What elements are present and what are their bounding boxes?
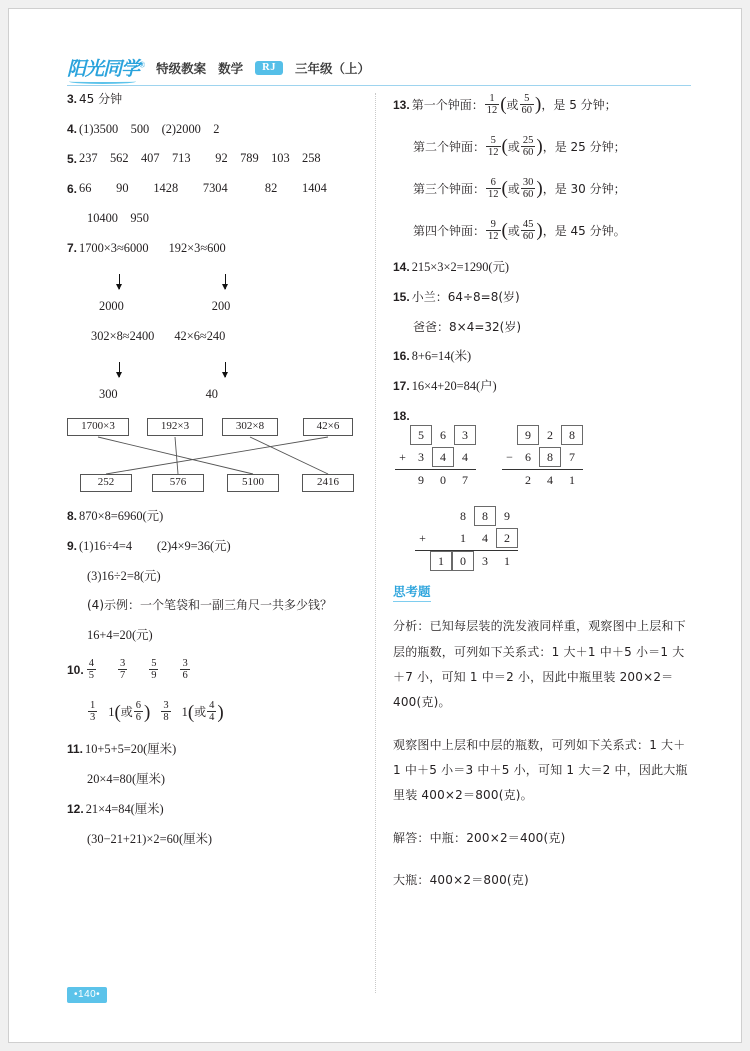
paren-close: ): [536, 220, 543, 242]
answer-item-12: [67, 803, 367, 815]
answer-item-11: [67, 743, 367, 755]
answer-item-4: [67, 123, 367, 135]
answer-item-7-result-2: [67, 388, 367, 400]
item-number: 16.: [393, 349, 410, 364]
boxed-digit: 4: [432, 447, 454, 467]
paren-close: ): [144, 701, 151, 723]
alt-label: 或: [120, 705, 133, 720]
vertical-row: [502, 469, 583, 491]
item-number: 3.: [67, 92, 78, 106]
digit: 2: [525, 473, 531, 488]
vertical-row: [502, 446, 583, 468]
matching-diagram: [67, 418, 367, 496]
fraction: $\frac{1}{12}$: [486, 92, 498, 116]
fraction: $\frac{30}{60}$: [522, 176, 534, 200]
digit: 1: [569, 473, 575, 488]
clock-tail: ，是 5 分钟；: [541, 97, 617, 112]
digit: 4: [482, 530, 488, 545]
rounded-value: 2000: [99, 299, 124, 314]
fraction: $\frac{9}{12}$: [488, 218, 499, 242]
digit: 6: [440, 427, 446, 442]
left-column: [67, 93, 367, 993]
answer-item-13-clock-3: [393, 177, 693, 200]
digit: 0: [440, 473, 446, 488]
match-bottom-box: 5100: [227, 474, 279, 492]
answer-item-5: [67, 152, 367, 164]
approx-expression: 1700×3≈6000: [79, 241, 149, 256]
digit: 7: [462, 473, 468, 488]
vertical-row: [395, 424, 476, 446]
vertical-problem: [395, 424, 476, 491]
alt-label: 或: [506, 97, 519, 112]
boxed-digit: 9: [517, 425, 539, 445]
item-text: 215×3×2=1290(元): [411, 260, 510, 275]
page-header: [67, 53, 687, 83]
operator: −: [506, 449, 513, 464]
item-text: 8+6=14(米): [411, 349, 472, 364]
answer-item-3: [67, 93, 367, 105]
answer-item-6-line2: [67, 212, 367, 224]
alt-label: 或: [194, 705, 207, 720]
operator: +: [419, 530, 426, 545]
item-number: 13.: [393, 97, 410, 112]
item-text: 20×4=80(厘米): [87, 771, 165, 786]
vertical-row: [415, 505, 518, 527]
answer-item-9-line2: [67, 570, 367, 582]
paren-open: (: [187, 701, 195, 723]
item-text: (4)示例：一个笔袋和一副三角尺一共多少钱？: [87, 598, 332, 613]
down-arrow-icon: [119, 274, 120, 289]
digit: 1: [460, 530, 466, 545]
item-text: 16+4=20(元): [87, 627, 153, 642]
match-top-box: 192×3: [147, 418, 203, 436]
match-top-box: 1700×3: [67, 418, 129, 436]
alt-label: 或: [507, 181, 520, 196]
item-text: 小兰：64÷8=8(岁): [411, 290, 520, 305]
vertical-arithmetic-row-1: [393, 424, 693, 491]
item-text: 10+5+5=20(厘米): [85, 741, 177, 756]
rounded-value: 200: [211, 299, 231, 314]
fraction: $\frac{3}{8}$: [163, 700, 169, 724]
fraction: $\frac{45}{60}$: [522, 218, 534, 242]
paren-close: ): [536, 178, 543, 200]
answer-item-9-line3: [67, 599, 367, 611]
clock-label: 第一个钟面：: [411, 97, 484, 112]
fraction: $\frac{3}{6}$: [182, 658, 188, 682]
item-number: 15.: [393, 290, 410, 305]
answer-item-18: [393, 410, 693, 422]
answer-item-16: [393, 350, 693, 362]
grade-label: 三年级（上）: [294, 62, 370, 76]
paren-close: ): [536, 136, 543, 158]
whole-number: 1: [181, 705, 188, 720]
item-number: 18.: [393, 408, 410, 423]
match-bottom-box: 2416: [302, 474, 354, 492]
down-arrow-icon: [225, 274, 226, 289]
rounded-value: 40: [205, 386, 218, 401]
header-rule: [67, 85, 691, 86]
item-text: 870×8=6960(元): [79, 508, 164, 523]
match-bottom-box: 576: [152, 474, 204, 492]
item-text: 45 分钟: [79, 92, 123, 106]
fraction: $\frac{25}{60}$: [522, 134, 534, 158]
fraction: $\frac{3}{7}$: [119, 658, 126, 682]
item-text: 爸爸：8×4=32(岁): [413, 319, 522, 334]
fraction: $\frac{1}{3}$: [90, 700, 96, 724]
vertical-row: [395, 469, 476, 491]
digit: 4: [462, 449, 468, 464]
answer-item-6: [67, 182, 367, 194]
sikao-paragraph: 分析：已知每层装的洗发液同样重，观察图中上层和下层的瓶数，可列如下关系式：1 大＋1 中＋5 小＝1 大＋7 小，可知 1 中＝2 小，因此中瓶里装 200×2＝400(克)。: [393, 619, 686, 709]
boxed-digit: 3: [454, 425, 476, 445]
vertical-problem: [415, 505, 518, 572]
digit: 6: [525, 449, 531, 464]
vertical-row: [415, 527, 518, 549]
vertical-row: [395, 446, 476, 468]
fraction: $\frac{6}{6}$: [135, 700, 142, 724]
approx-expression: 192×3≈600: [168, 241, 226, 256]
digit: 9: [418, 473, 424, 488]
answer-item-15: [393, 291, 693, 303]
answer-item-7-row2: [67, 330, 367, 342]
match-top-box: 42×6: [303, 418, 353, 436]
answer-item-9-line4: [67, 629, 367, 641]
item-number: 6.: [67, 181, 78, 196]
answer-item-10: [67, 659, 367, 682]
match-line: [106, 437, 328, 474]
item-text: 237 562 407 713 92 789 103 258: [79, 151, 321, 166]
vertical-problem: [502, 424, 583, 491]
paren-open: (: [501, 178, 508, 200]
clock-tail: ，是 25 分钟；: [542, 139, 626, 154]
fraction: $\frac{5}{60}$: [521, 92, 533, 116]
vertical-row: [502, 424, 583, 446]
digit: 1: [504, 554, 510, 569]
paren-open: (: [501, 220, 508, 242]
operator: +: [399, 449, 406, 464]
boxed-digit: 8: [539, 447, 561, 467]
item-number: 12.: [67, 801, 84, 816]
fraction: $\frac{5}{12}$: [488, 134, 499, 158]
boxed-digit: 5: [410, 425, 432, 445]
answer-item-7: [67, 242, 367, 254]
sikao-section: [393, 583, 693, 894]
approx-expression: 42×6≈240: [174, 328, 226, 343]
clock-label: 第三个钟面：: [413, 181, 486, 196]
column-divider: [375, 93, 376, 993]
item-number: 8.: [67, 508, 78, 523]
item-number: 10.: [67, 663, 84, 678]
answer-item-7-result-1: [67, 300, 367, 312]
boxed-digit: 8: [561, 425, 583, 445]
paren-open: (: [500, 94, 507, 116]
digit: 7: [569, 449, 575, 464]
item-number: 4.: [67, 121, 78, 136]
item-text: 21×4=84(厘米): [85, 801, 164, 816]
edition-badge: RJ: [255, 61, 283, 75]
paren-open: (: [114, 701, 121, 723]
item-text: (1)3500 500 (2)2000 2: [79, 121, 220, 136]
clock-tail: ，是 30 分钟；: [542, 181, 626, 196]
fraction: $\frac{6}{12}$: [488, 176, 499, 200]
digit: 2: [547, 427, 553, 442]
approx-expression: 302×8≈2400: [91, 328, 155, 343]
answer-item-10-line2: [67, 701, 367, 724]
boxed-digit: 1: [430, 551, 452, 571]
fraction: $\frac{4}{4}$: [209, 700, 215, 724]
item-number: 17.: [393, 379, 410, 394]
digit: 3: [418, 449, 424, 464]
answer-item-13-clock-4: [393, 219, 693, 242]
answer-item-13-clock-2: [393, 135, 693, 158]
vertical-row: [415, 550, 518, 572]
item-number: 11.: [67, 742, 84, 757]
item-text: (1)16÷4=4 (2)4×9=36(元): [79, 538, 231, 553]
registered-mark-icon: ®: [139, 60, 145, 70]
digit: 4: [547, 473, 553, 488]
down-arrow-icon: [225, 362, 226, 377]
whole-number: 1: [108, 705, 115, 720]
clock-label: 第四个钟面：: [413, 223, 486, 238]
answer-item-14: [393, 261, 693, 273]
item-text: 66 90 1428 7304 82 1404: [79, 181, 327, 196]
paren-close: ): [535, 94, 542, 116]
item-number: 5.: [67, 151, 78, 166]
brand-logo: [67, 54, 144, 83]
arrow-row-1: [67, 272, 367, 294]
brand-logo-text: 阳光同学: [67, 58, 140, 80]
answer-key-page: [8, 8, 742, 1043]
subject-label: 数学: [218, 62, 244, 76]
rounded-value: 300: [99, 386, 118, 401]
item-text: (30−21+21)×2=60(厘米): [87, 831, 212, 846]
item-number: 7.: [67, 241, 78, 256]
item-text: (3)16÷2=8(元): [87, 568, 161, 583]
match-top-box: 302×8: [222, 418, 278, 436]
series-label: 特级教案: [156, 62, 207, 76]
digit: 8: [460, 508, 466, 523]
match-line: [250, 437, 328, 474]
fraction: $\frac{5}{9}$: [151, 658, 157, 682]
vertical-arithmetic-row-2: [393, 505, 693, 572]
alt-label: 或: [507, 223, 520, 238]
item-number: 9.: [67, 538, 78, 553]
digit: 3: [482, 554, 488, 569]
sikao-paragraph: 观察图中上层和中层的瓶数，可列如下关系式：1 大＋1 中＋5 小＝3 中＋5 小，可知 1 大＝2 中，因此大瓶里装 400×2＝800(克)。: [393, 737, 688, 802]
item-text: 16×4+20=84(户): [411, 378, 497, 393]
answer-item-11-line2: [67, 773, 367, 785]
answer-item-15-line2: [393, 321, 693, 333]
page-number-badge: •140•: [67, 987, 107, 1003]
item-number: 14.: [393, 260, 410, 275]
arrow-row-2: [67, 360, 367, 382]
answer-item-12-line2: [67, 833, 367, 845]
paren-open: (: [501, 136, 508, 158]
alt-label: 或: [507, 139, 520, 154]
boxed-digit: 0: [452, 551, 474, 571]
match-bottom-box: 252: [80, 474, 132, 492]
answer-item-9: [67, 540, 367, 552]
answer-item-13: [393, 93, 693, 116]
item-text: 10400 950: [87, 211, 149, 226]
digit: 9: [504, 508, 510, 523]
clock-label: 第二个钟面：: [413, 139, 486, 154]
right-column: [393, 93, 693, 993]
answer-item-17: [393, 380, 693, 392]
sikao-paragraph: 大瓶：400×2＝800(克): [393, 873, 529, 888]
down-arrow-icon: [119, 362, 120, 377]
paren-close: ): [217, 701, 224, 723]
sikao-title: 思考题: [393, 586, 431, 603]
answer-item-8: [67, 510, 367, 522]
clock-tail: ，是 45 分钟。: [542, 223, 626, 238]
sikao-paragraph: 解答：中瓶：200×2＝400(克): [393, 830, 566, 845]
boxed-digit: 8: [474, 506, 496, 526]
boxed-digit: 2: [496, 528, 518, 548]
fraction: $\frac{4}{5}$: [88, 658, 94, 682]
